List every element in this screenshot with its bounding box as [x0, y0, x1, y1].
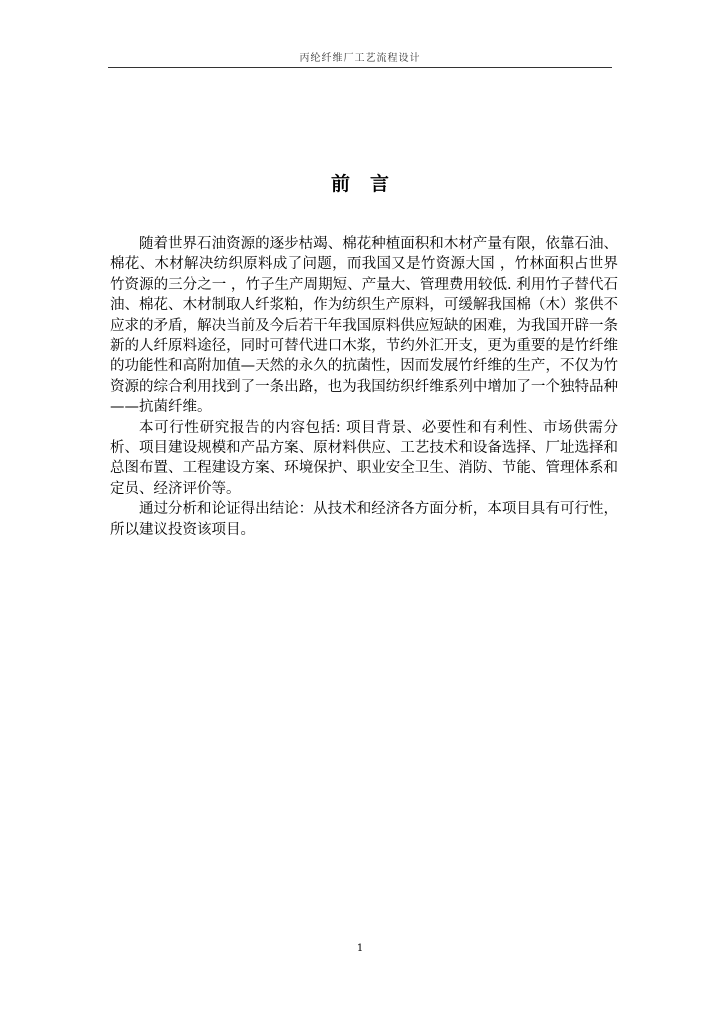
body-text — [110, 234, 618, 540]
page-number: 1 — [356, 943, 364, 954]
running-header: 丙纶纤维厂工艺流程设计 — [299, 53, 421, 64]
header-rule — [108, 67, 612, 68]
paragraph-report-contents: 本可行性研究报告的内容包括: 项目背景、必要性和有利性、市场供需分析、项目建设规模和产品方案、原材料供应、工艺技术和设备选择、厂址选择和总图布置、工程建设方案、环境保护、职业安全卫生、消防、节能、管理体系和定员、经济评价等。 — [110, 419, 618, 497]
paragraph-conclusion: 通过分析和论证得出结论：从技术和经济各方面分析，本项目具有可行性，所以建议投资该项目。 — [110, 501, 618, 538]
paragraph-background: 随着世界石油资源的逐步枯竭、棉花种植面积和木材产量有限，依靠石油、棉花、木材解决纺织原料成了问题，而我国又是竹资源大国 ，竹林面积占世界竹资源的三分之一 ，竹子生产周期短、产量大、管理费用较低. 利用竹子替代石油、棉花、木材制取人纤浆粕，作为纺织生产原料，可缓解我国棉（木）浆供不应求的矛盾，解决当前及今后若干年我国原料供应短缺的困难，为我国开辟一条新的人纤原料途径，同时可替代进口木浆，节约外汇开支，更为重要的是竹纤维的功能性和高附加值—天然的永久的抗菌性，因而发展竹纤维的生产，不仅为竹资源的综合利用找到了一条出路，也为我国纺织纤维系列中增加了一个独特品种——抗菌纤维。 — [110, 236, 618, 416]
page-title: 前言 — [330, 173, 409, 195]
